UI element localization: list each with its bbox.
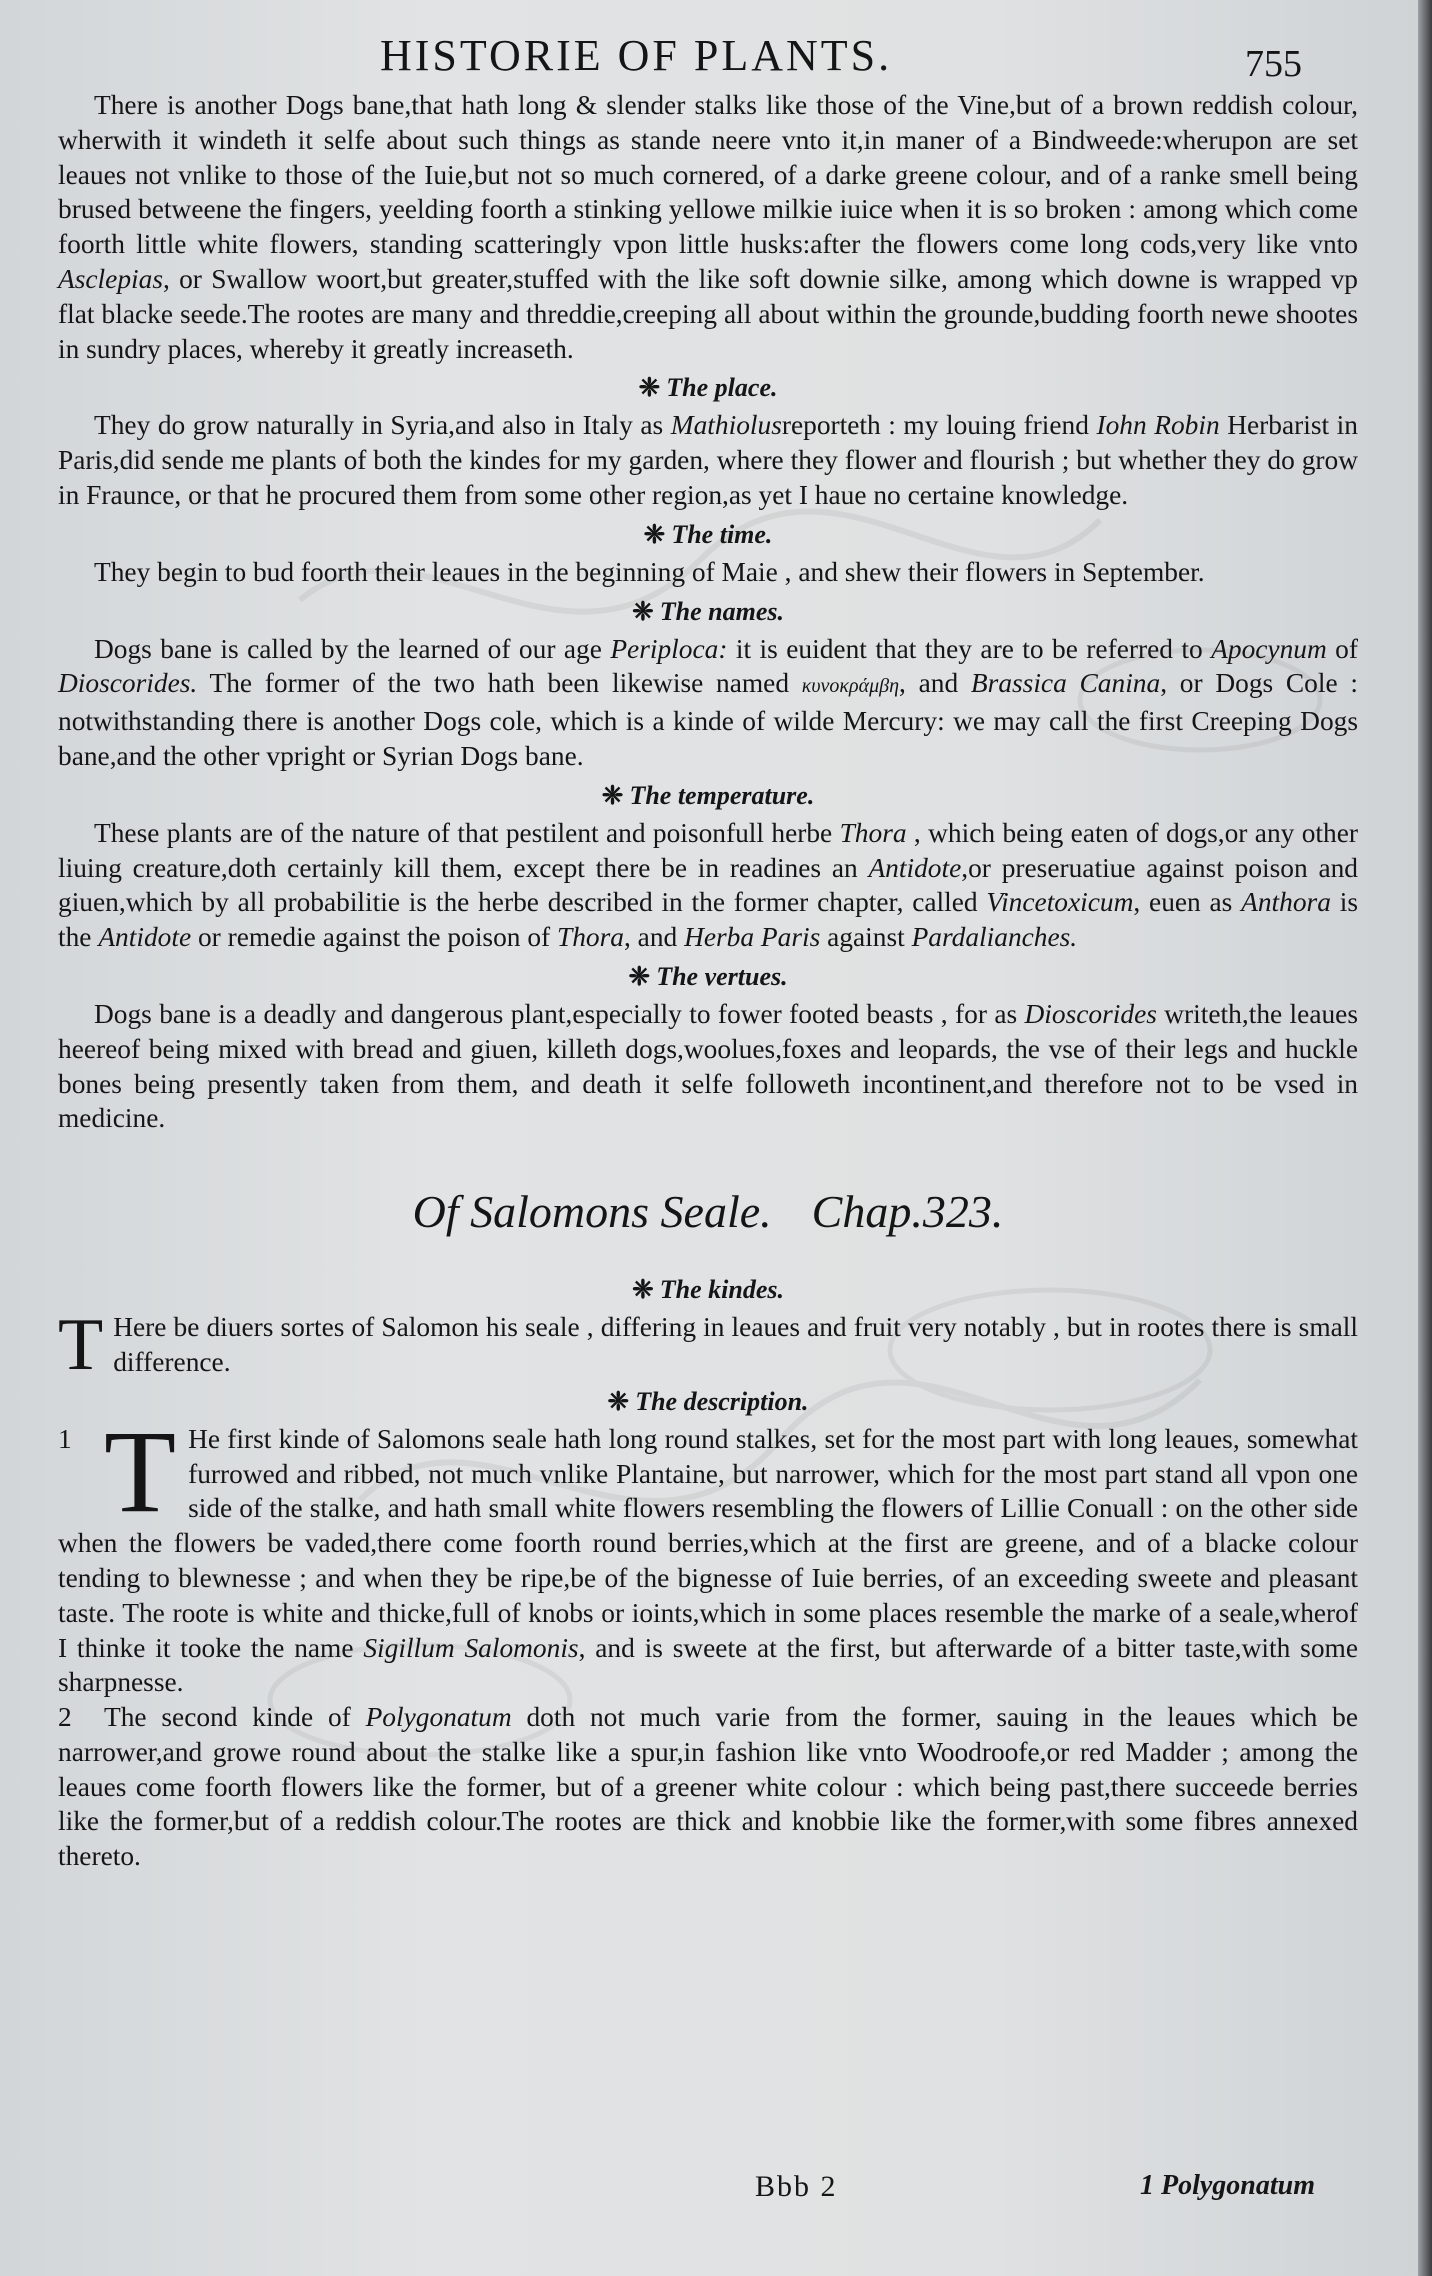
paragraph-description-2: 2 The second kinde of Polygonatum doth not much varie from the former, sauing in the leaues which be narrower,and growe round about the stalke like a spur,in fashion like vnto Woodroofe,or red Madder ; among the leaues come foorth flowers like the former, but of a greener white colour : which being past,there succeede berries like the former,but of a reddish colour.The rootes are thick and knobbie like the former,with some fibres annexed thereto. bbox=[58, 1702, 1358, 1872]
heading-the-time: ❈ The time. bbox=[643, 519, 773, 549]
ornament-icon: ❈ bbox=[607, 1386, 630, 1416]
paragraph-description-1: 1 T He first kinde of Salomons seale hath long round stalkes, set for the most part with long leaues, somewhat furrowed and ribbed, not much vnlike Plantaine, but narrower, which for the most part stand all vpon one side of the stalke, and hath small white flowers resembling the flowers of Lillie Conuall : on the other side when the flowers be vaded,there come foorth round berries,which at the first are greene, and of a blacke colour tending to blewnesse ; and when they be ripe,be of the bignesse of Iuie berries, of an exceeding sweete and pleasant taste. The roote is white and thicke,full of knobs or ioints,which in some places resemble the marke of a seale,wherof I thinke it tooke the name Sigillum Salomonis, and is sweete at the first, but afterwarde of a bitter taste,with some sharpnesse. bbox=[58, 1405, 1358, 1698]
running-head bbox=[0, 30, 1418, 85]
heading-the-names: ❈ The names. bbox=[631, 596, 785, 626]
ornament-icon: ❈ bbox=[643, 519, 666, 549]
page-number: 755 bbox=[1245, 43, 1302, 85]
paragraph-dogsbane-description: There is another Dogs bane,that hath long & slender stalks like those of the Vine,but of a brown reddish colour, wherwith it windeth it selfe about such things as stande neere vnto it,in maner of a Bindweede:wherupon are set leaues not vnlike to those of the Iuie,but not so much cornered, of a darke greene colour, and of a ranke smell being brused betweene the fingers, yeelding foorth a stinking yellowe milkie iuice when it is so broken : among which come foorth little white flowers, standing scatteringly vpon little husks:after the flowers come long cods,very like vnto Asclepias, or Swallow woort,but greater,stuffed with the like soft downie silke, among which downe is wrapped vp flat blacke seede.The rootes are many and threddie,creeping all about within the grounde,budding foorth newe shootes in sundry places, whereby it greatly increaseth. bbox=[58, 90, 1358, 364]
signature-mark: Bbb 2 bbox=[755, 2170, 838, 2203]
paragraph-vertues: Dogs bane is a deadly and dangerous plant,especially to fower footed beasts , for as Dioscorides writeth,the leaues heereof being mixed with bread and giuen, killeth dogs,woolues,foxes and leopards, the vse of their legs and huckle bones being presently taken from them, and death it selfe followeth incontinent,and therefore not to be vsed in medicine. bbox=[58, 998, 1358, 1134]
page-body bbox=[58, 88, 1358, 1874]
ornament-icon: ❈ bbox=[631, 1275, 654, 1305]
heading-the-temperature: ❈ The temperature. bbox=[601, 780, 815, 810]
paragraph-place: They do grow naturally in Syria,and also in Italy as Mathiolusreporteth : my louing friend Iohn Robin Herbarist in Paris,did sende me plants of both the kindes for my garden, where they flower and flourish ; but whether they do grow in Fraunce, or that he procured them from some other region,as yet I haue no certaine knowledge. bbox=[58, 410, 1358, 510]
paragraph-names: Dogs bane is called by the learned of our age Periploca: it is euident that they are to be referred to Apocynum of Dioscorides. The former of the two hath been likewise named κυνοκράμβη, and Brassica Canina, or Dogs Cole : notwithstanding there is another Dogs cole, which is a kinde of wilde Mercury: we may call the first Creeping Dogs bane,and the other vpright or Syrian Dogs bane. bbox=[58, 633, 1359, 771]
chapter-title: Of Salomons Seale. Chap.323. bbox=[412, 1186, 1004, 1238]
item-number: 1 bbox=[58, 1423, 72, 1454]
item-number: 2 bbox=[58, 1702, 72, 1733]
book-gutter-edge bbox=[1418, 0, 1432, 2276]
running-title: HISTORIE OF PLANTS. bbox=[380, 31, 893, 80]
paragraph-kindes: T Here be diuers sortes of Salomon his seale , differing in leaues and fruit very notably , but in rootes there is small difference. bbox=[58, 1304, 1358, 1387]
ornament-icon: ❈ bbox=[628, 961, 651, 991]
chapter-number: Chap.323. bbox=[811, 1186, 1004, 1238]
heading-the-description: ❈ The description. bbox=[607, 1386, 809, 1416]
ornament-icon: ❈ bbox=[631, 596, 654, 626]
ornament-icon: ❈ bbox=[638, 373, 661, 403]
drop-cap: T bbox=[104, 1405, 177, 1537]
catchword: 1 Polygonatum bbox=[1140, 2170, 1316, 2201]
page-footer bbox=[0, 2170, 1418, 2210]
ornament-icon: ❈ bbox=[601, 780, 624, 810]
paragraph-temperature: These plants are of the nature of that pestilent and poisonfull herbe Thora , which being eaten of dogs,or any other liuing creature,doth certainly kill them, except there be in readines an Antidote,or preseruatiue against poison and giuen,which by all probabilitie is the herbe described in the former chapter, called Vincetoxicum, euen as Anthora is the Antidote or remedie against the poison of Thora, and Herba Paris against Pardalianches. bbox=[58, 817, 1358, 953]
heading-the-vertues: ❈ The vertues. bbox=[628, 961, 788, 991]
drop-cap: T bbox=[58, 1304, 104, 1387]
heading-the-place: ❈ The place. bbox=[638, 373, 778, 403]
heading-the-kindes: ❈ The kindes. bbox=[631, 1275, 785, 1305]
paragraph-time: They begin to bud foorth their leaues in the beginning of Maie , and shew their flowers in September. bbox=[94, 556, 1205, 587]
